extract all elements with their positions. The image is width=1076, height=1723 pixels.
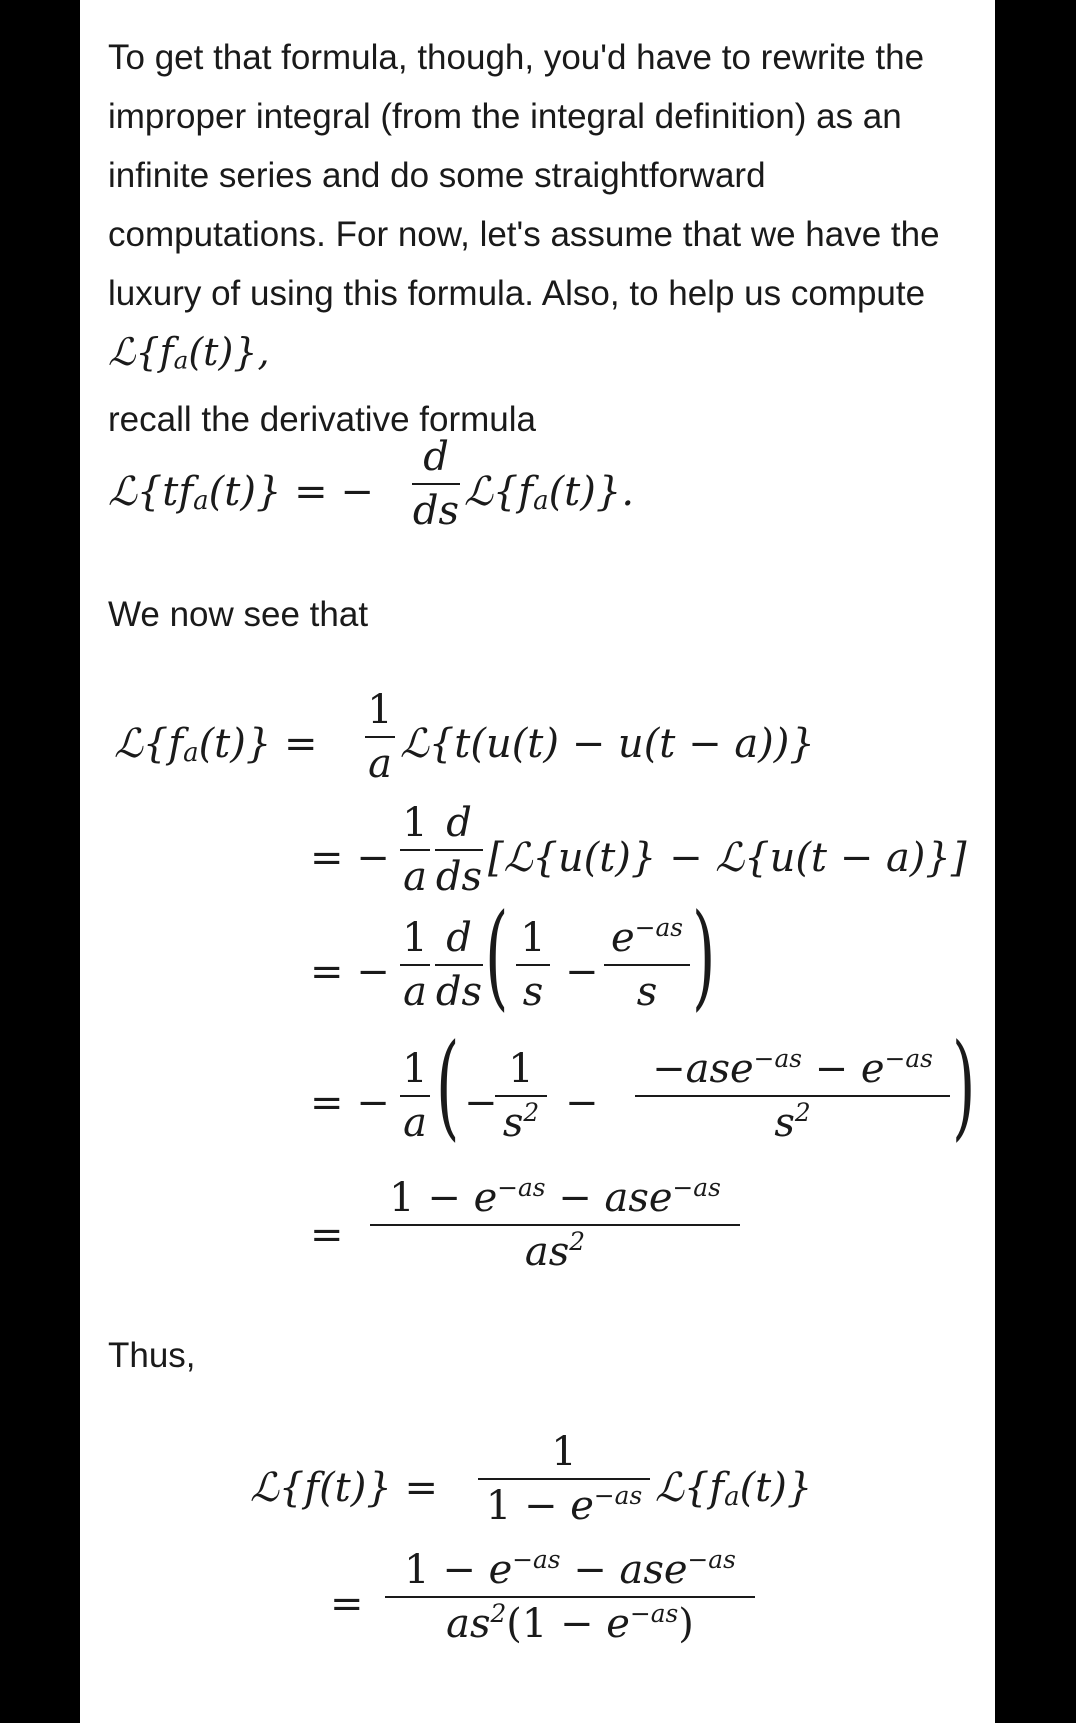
line4-open-paren: (: [436, 1020, 460, 1154]
intro-paragraph: [108, 28, 988, 449]
final-one-over-fraction: 1 $1 - e^{-as}$: [478, 1432, 650, 1526]
deriv-formula-lhs: ℒ{tfa(t)} = −: [108, 469, 374, 516]
line2-eq: = −: [310, 835, 390, 881]
line3-one-over-a: 1 a: [400, 918, 430, 1012]
thus-text: Thus,: [108, 1336, 196, 1375]
line4-big-fraction: $-ase^{-as} - e^{-as}$ $s^2$: [635, 1049, 950, 1143]
final-line2-eq: =: [330, 1581, 364, 1627]
line4-one-over-a: 1 a: [400, 1049, 430, 1143]
line3-close-paren: ): [692, 890, 716, 1024]
line3-e-over-s: $e^{-as}$ s: [604, 918, 690, 1012]
line2-d-ds: d ds: [435, 800, 483, 900]
line3-one-over-s: 1 s: [516, 918, 550, 1012]
derivation-lhs: ℒ{fa(t)} =: [114, 721, 318, 768]
line4-one-over-s2: 1 $s^2$: [495, 1049, 547, 1143]
line4-close-paren: ): [952, 1020, 976, 1154]
derivation-line1-rhs: ℒ{t(u(t) − u(t − a))}: [400, 721, 815, 767]
line2-rhs: [ℒ{u(t)} − ℒ{u(t − a)}]: [488, 835, 967, 881]
line3-eq: = −: [310, 949, 390, 995]
final-result-fraction: $1 - e^{-as} - ase^{-as}$ $as^2(1 - e^{-as})$: [385, 1550, 755, 1644]
intro-tail-text: recall the derivative formula: [108, 399, 536, 439]
line4-eq: = −: [310, 1080, 390, 1126]
document-page: [80, 0, 995, 1723]
we-now-see-text: We now see that: [108, 595, 369, 634]
final-line1-rhs: ℒ{fa(t)}: [655, 1465, 813, 1512]
line3-d-ds: d ds: [435, 915, 483, 1015]
line2-one-over-a: 1 a: [400, 803, 430, 897]
one-over-a-fraction: 1 a: [365, 690, 395, 784]
deriv-formula-rhs: ℒ{fa(t)}.: [464, 469, 635, 516]
intro-inline-math: ℒ{fa(t)},: [108, 330, 270, 375]
line3-minus: −: [565, 949, 599, 995]
line5-result-fraction: $1 - e^{-as} - ase^{-as}$ $as^2$: [370, 1178, 740, 1272]
line4-neg: −: [464, 1080, 498, 1126]
final-lhs: ℒ{f(t)} =: [250, 1465, 439, 1511]
intro-text: To get that formula, though, you'd have to rewrite the improper integral (from the integral definition) as an infinite series and do some straightforward computations. For now, let's assume that we have the luxury of using this formula. Also, to help us compute: [108, 38, 940, 313]
line3-open-paren: (: [485, 890, 509, 1024]
line4-minus: −: [565, 1080, 599, 1126]
line5-eq: =: [310, 1212, 344, 1258]
deriv-formula-fraction: d ds: [412, 434, 460, 534]
